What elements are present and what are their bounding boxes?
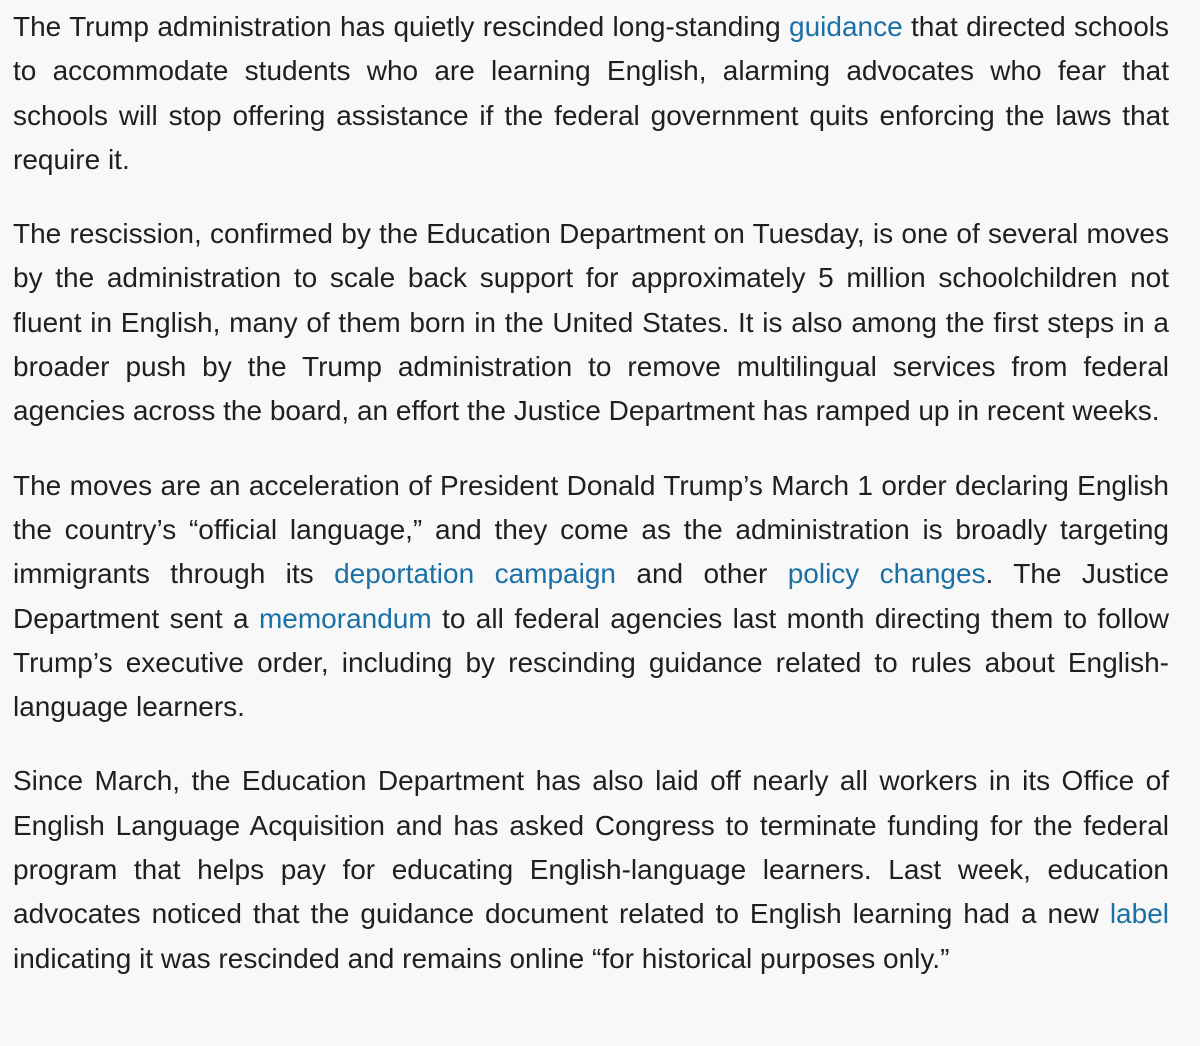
paragraph-4-text-1: Since March, the Education Department has also laid off nearly all workers in its Office of English Language Acquisition and has asked Congress to terminate funding for the federal program that helps pay for educating English-language learners. Last week, education advocates noticed that the guidance document related to English learning had a new — [13, 765, 1169, 930]
paragraph-1-text-1: The Trump administration has quietly rescinded long-standing — [13, 11, 790, 42]
paragraph-3-text-2: and other — [615, 558, 788, 590]
paragraph-3-text-4: to all federal agencies last month directing them to follow Trump’s executive order, including by rescinding guidance related to rules about English-language learners. — [13, 602, 1170, 723]
paragraph-2-text-1: The rescission, confirmed by the Education Department on Tuesday, is one of several moves by the administration to scale back support for approximately 5 million schoolchildren not fluent in English, many of them born in the United States. It is also among the first steps in a broader push by the Trump administration to remove multilingual services from federal agencies across the board, an effort the Justice Department has ramped up in recent weeks. — [13, 218, 1169, 427]
label-link[interactable]: label — [1109, 898, 1169, 930]
paragraph-3 — [13, 464, 1169, 730]
paragraph-3-text-3: . The Justice Department sent a — [13, 558, 1169, 634]
deportation-campaign-link[interactable]: deportation campaign — [334, 558, 616, 590]
memorandum-link[interactable]: memorandum — [258, 602, 432, 634]
paragraph-4-text-2: indicating it was rescinded and remains online “for historical purposes only.” — [13, 942, 950, 974]
paragraph-4 — [13, 759, 1169, 980]
policy-changes-link[interactable]: policy changes — [787, 558, 986, 590]
paragraph-2 — [13, 212, 1169, 433]
paragraph-1 — [13, 5, 1169, 182]
guidance-link[interactable]: guidance — [789, 11, 903, 42]
paragraph-3-text-1: The moves are an acceleration of President Donald Trump’s March 1 order declaring English the country’s “official language,” and they come as the administration is broadly targeting immigrants through its — [13, 469, 1169, 590]
article-body — [13, 5, 1169, 1011]
paragraph-1-text-2: that directed schools to accommodate students who are learning English, alarming advocates who fear that schools will stop offering assistance if the federal government quits enforcing the laws that require it. — [13, 11, 1169, 175]
